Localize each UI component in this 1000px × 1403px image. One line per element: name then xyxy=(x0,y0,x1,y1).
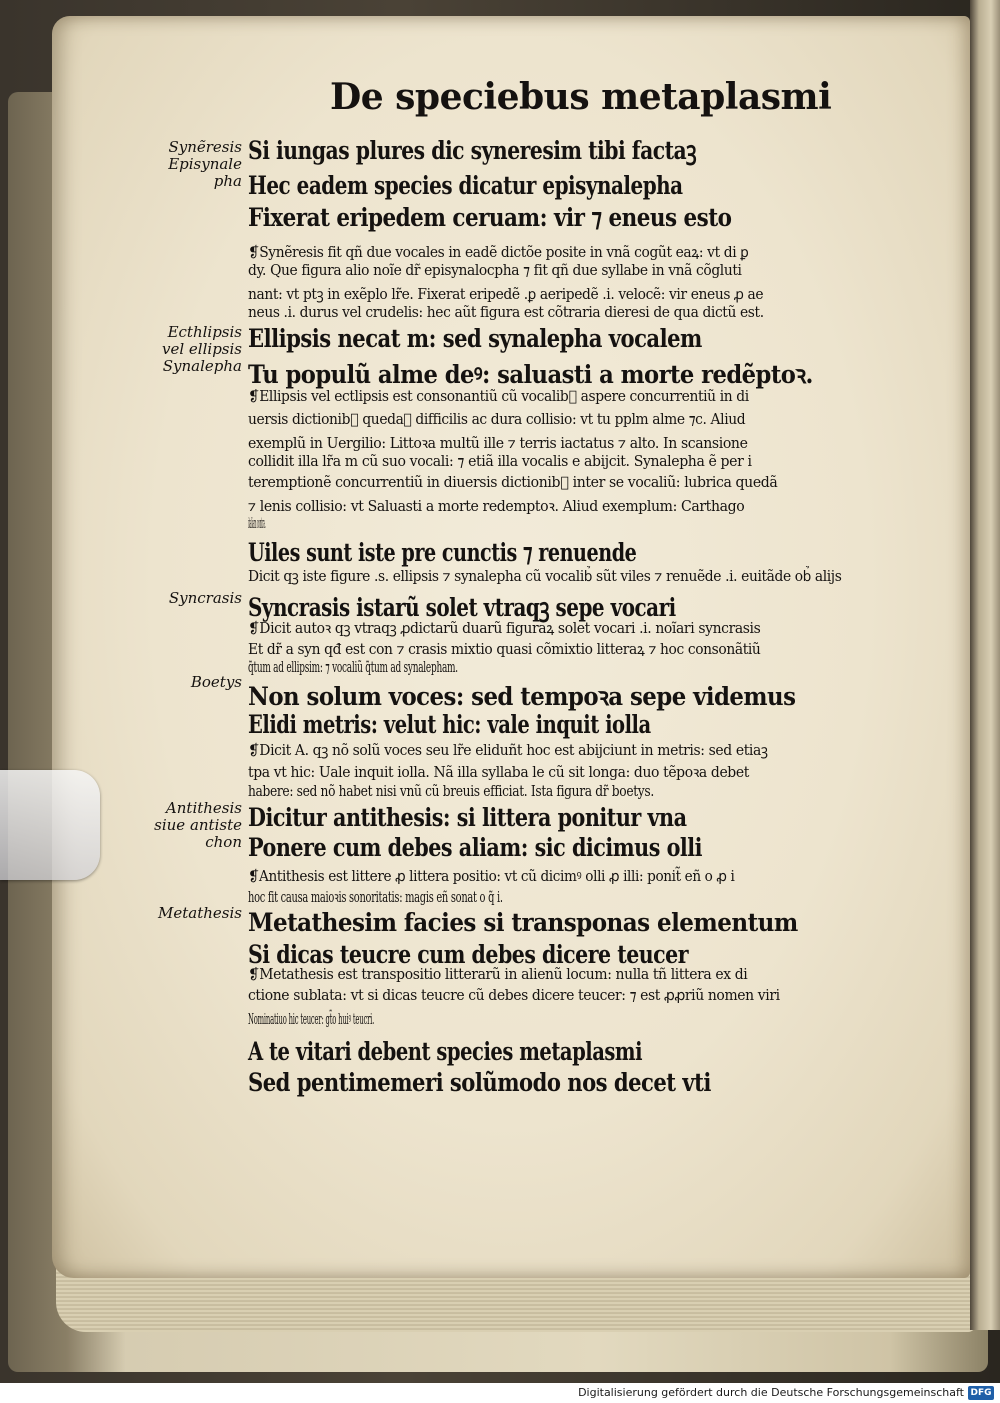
gloss-line: Nominatiuo hic teucer: gt̃o huiꝰ teucri. xyxy=(248,1012,375,1028)
gloss-line: Dicit qꝫ iste figure .s. ellipsis ⁊ synalepha cũ vocalib᷒ sũt viles ⁊ renuẽde .i. euitãde ob᷒ alijs xyxy=(248,569,842,585)
gloss-line: hoc fit causa maioꝛis sonoritatis: magis eñ sonat o q̃ i. xyxy=(248,890,503,906)
page-clip xyxy=(0,770,100,880)
margin-note-line: chon xyxy=(205,833,242,851)
gloss-line: exemplũ in Uergilio: Littoꝛa multũ ille ⁊ terris iactatus ⁊ alto. In scansione xyxy=(248,436,748,452)
verse-line: Fixerat eripedem ceruam: vir ⁊ eneus esto xyxy=(248,203,732,232)
gloss-line: teremptionẽ concurrentiũ in diuersis dictionib᷒ inter se vocaliũ: lubrica quedã xyxy=(248,475,778,491)
verse-line: Syncrasis istarũ solet vtraqꝫ sepe vocari xyxy=(248,593,676,622)
margin-note-line: pha xyxy=(213,172,242,190)
verse-line: Si dicas teucre cum debes dicere teucer xyxy=(248,940,689,969)
gloss-line: ⁊ lenis collisio: vt Saluasti a morte redemptoꝛ. Aliud exemplum: Carthago xyxy=(248,499,745,515)
facing-page-edge xyxy=(970,0,1000,1330)
verse-line: Non solum voces: sed tempoꝛa sepe videmus xyxy=(248,682,796,711)
margin-note xyxy=(130,139,242,190)
verse-line: Elidi metris: velut hic: vale inquit iolla xyxy=(248,710,651,739)
verse-line: Si iungas plures dic syneresim tibi factaꝫ xyxy=(248,136,697,165)
gloss-line: ❡Synẽresis fit qñ due vocales in eadẽ dictõe posite in vnã cogũt eaꝝ: vt di ꝑ xyxy=(248,245,749,261)
margin-note xyxy=(130,905,242,922)
footer-bar xyxy=(0,1383,1000,1403)
verse-line: A te vitari debent species metaplasmi xyxy=(248,1037,643,1066)
verse-line: Sed pentimemeri solũmodo nos decet vti xyxy=(248,1068,711,1097)
margin-note-line: siue antiste xyxy=(154,816,242,834)
gloss-line: ❡Dicit autoꝛ qꝫ vtraqꝫ ꝓdictarũ duarũ figuraꝝ solet vocari .i. noĩari syncrasis xyxy=(248,621,761,637)
gloss-line: collidit illa lr̃a m cũ suo vocali: ⁊ etiã illa vocalis e abijcit. Synalepha ẽ per i xyxy=(248,454,752,470)
margin-note-line: Metathesis xyxy=(158,904,242,922)
gloss-line: Et dr̃ a syn qđ est con ⁊ crasis mixtio quasi cõmixtio litteraꝝ ⁊ hoc consonãtiũ xyxy=(248,642,761,658)
margin-note-line: vel ellipsis xyxy=(162,340,242,358)
funding-credit: Digitalisierung gefördert durch die Deutsche Forschungsgemeinschaft xyxy=(578,1386,964,1399)
margin-note-line: Synẽresis xyxy=(168,138,242,156)
verse-line: Uiles sunt iste pre cunctis ⁊ renuende xyxy=(248,538,637,567)
margin-note xyxy=(130,324,242,375)
margin-note-line: Episynale xyxy=(168,155,242,173)
gloss-line: neus .i. durus vel crudelis: hec aũt figura est cõtraria dieresi de qua dictũ est. xyxy=(248,305,764,321)
verse-line: Dicitur antithesis: si littera ponitur vna xyxy=(248,803,687,832)
gloss-line: ❡Dicit A. qꝫ nõ solũ voces seu lr̃e eliduñt hoc est abijciunt in metris: sed etiaꝫ xyxy=(248,743,768,759)
margin-note xyxy=(130,800,242,851)
gloss-line: ctione sublata: vt si dicas teucre cũ debes dicere teucer: ⁊ est ꝓꝓriũ nomen viri xyxy=(248,988,780,1004)
verse-line: Ponere cum debes aliam: sic dicimus olli xyxy=(248,833,703,862)
margin-note xyxy=(130,674,242,691)
margin-note-line: Synalepha xyxy=(162,357,242,375)
gloss-line: ❡Antithesis est littere ꝓ littera positio: vt cũ dicimꝰ olli ꝓ illi: ponit̃ eñ o ꝓ i xyxy=(248,869,735,885)
gloss-line: ❡Ellipsis vel ectlipsis est consonantiũ cũ vocalib᷒ aspere concurrentiũ in di xyxy=(248,389,749,405)
gloss-line: habere: sed nõ habet nisi vnũ cũ breuis efficiat. Ista figura dr̃ boetys. xyxy=(248,784,654,800)
margin-note xyxy=(130,590,242,607)
dfg-logo-icon: DFG xyxy=(968,1386,994,1400)
gloss-line: dy. Que figura alio noĩe dr̃ episynalocpha ⁊ fit qñ due syllabe in vnã cõgluti xyxy=(248,263,742,279)
gloss-line: nant: vt ptꝫ in exẽplo lr̃e. Fixerat eripedẽ .ꝑ aeripedẽ .i. velocẽ: vir eneus ꝓ ae xyxy=(248,287,764,303)
gloss-line: tpa vt hic: Uale inquit iolla. Nã illa syllaba le cũ sit longa: duo tẽpoꝛa debet xyxy=(248,765,749,781)
verse-line: Hec eadem species dicatur episynalepha xyxy=(248,171,683,200)
verse-line: Tu populũ alme deꝰ: saluasti a morte redẽptoꝛ. xyxy=(248,360,813,389)
gloss-line: ❡Metathesis est transpositio litterarũ in alienũ locum: nulla tñ littera ex di xyxy=(248,967,748,983)
verse-line: Metathesim facies si transponas elementum xyxy=(248,908,798,937)
gloss-line: italiam contra. xyxy=(248,516,266,532)
margin-note-line: Ecthlipsis xyxy=(167,323,242,341)
gloss-line: uersis dictionib᷒ quedaꝫ difficilis ac dura collisio: vt tu ppl̃m alme ⁊c. Aliud xyxy=(248,412,746,428)
page-heading: De speciebus metaplasmi xyxy=(330,76,832,118)
verse-line: Ellipsis necat m: sed synalepha vocalem xyxy=(248,324,702,353)
margin-note-line: Syncrasis xyxy=(168,589,242,607)
margin-note-line: Boetys xyxy=(190,673,242,691)
gloss-line: q̃tum ad ellipsim: ⁊ vocaliũ q̃tum ad synalepham. xyxy=(248,660,458,676)
margin-note-line: Antithesis xyxy=(165,799,242,817)
